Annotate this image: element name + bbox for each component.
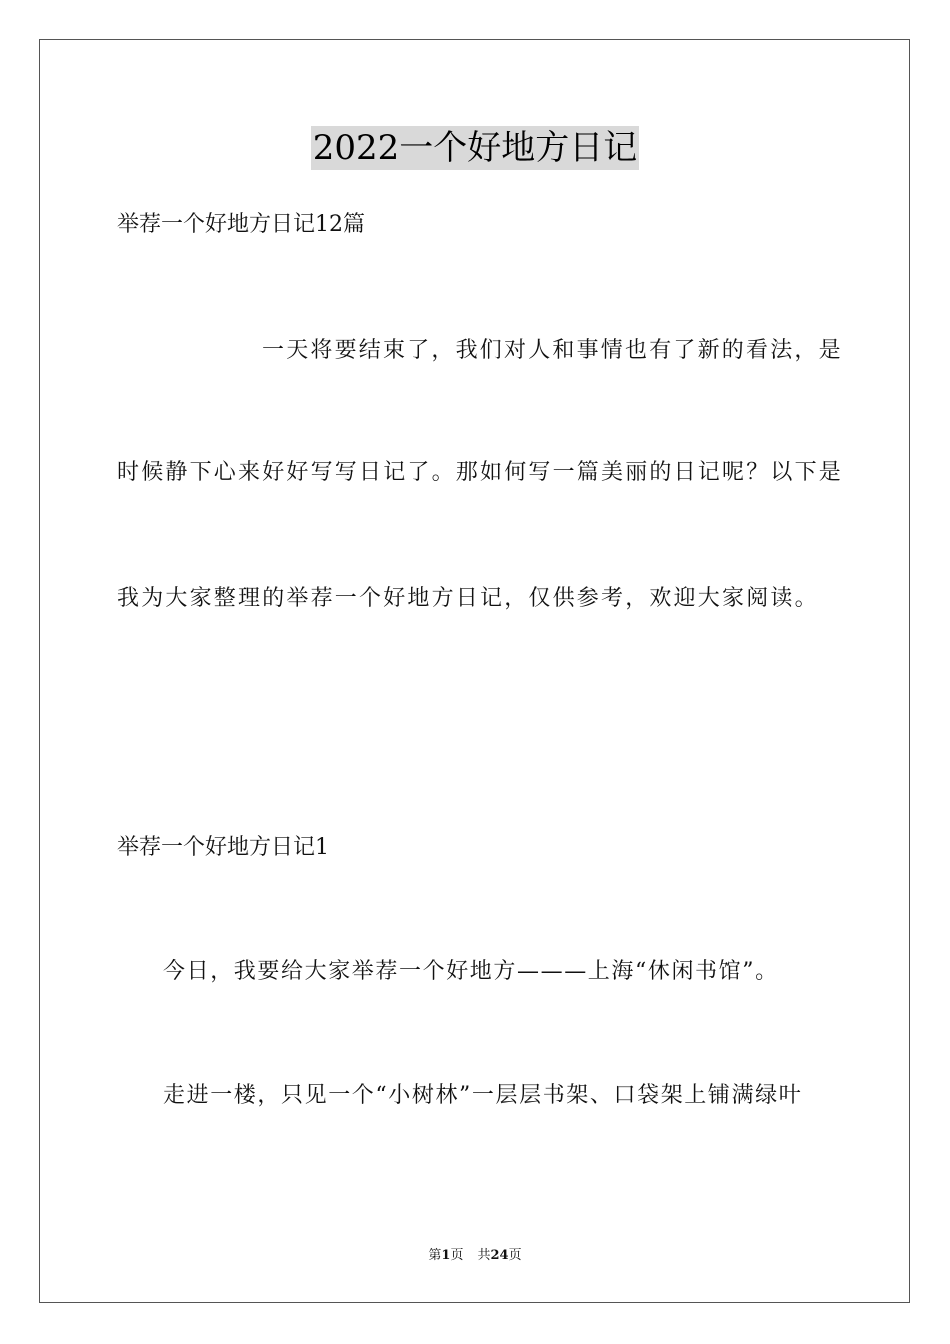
footer-page-prefix: 第 xyxy=(428,1248,442,1263)
body-line-1: 今日，我要给大家举荐一个好地方———上海“休闲书馆”。 xyxy=(163,959,779,984)
section-heading: 举荐一个好地方日记1 xyxy=(117,835,329,860)
document-subtitle: 举荐一个好地方日记12篇 xyxy=(117,212,365,237)
intro-line-2: 时候静下心来好好写写日记了。那如何写一篇美丽的日记呢？以下是 xyxy=(117,460,844,485)
page-footer xyxy=(0,1247,950,1265)
footer-total-pages: 24 xyxy=(490,1248,509,1263)
title-container xyxy=(0,126,950,170)
intro-line-3: 我为大家整理的举荐一个好地方日记，仅供参考，欢迎大家阅读。 xyxy=(117,586,819,611)
document-title: 2022一个好地方日记 xyxy=(312,128,638,168)
footer-page-suffix: 页 xyxy=(450,1248,464,1263)
body-line-2: 走进一楼，只见一个“小树林”一层层书架、口袋架上铺满绿叶 xyxy=(163,1083,803,1108)
intro-line-1: 一天将要结束了，我们对人和事情也有了新的看法，是 xyxy=(262,338,843,363)
footer-page-number: 1 xyxy=(441,1248,451,1263)
footer-total-prefix: 共 xyxy=(477,1248,491,1263)
footer-total-suffix: 页 xyxy=(508,1248,522,1263)
